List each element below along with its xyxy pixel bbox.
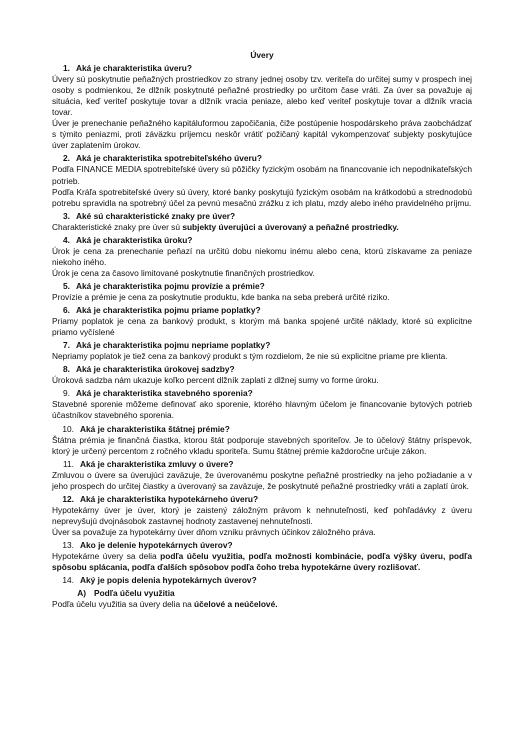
question-text: Aká je charakteristika pojmu provízie a prémie? bbox=[76, 280, 265, 291]
answer-6: Priamy poplatok je cena za bankový produkt, s ktorým má banka spojené určité náklady, ktoré sú explicitne priamo vyčíslené bbox=[52, 316, 472, 338]
question-11 bbox=[52, 459, 472, 470]
subsection-marker: A) bbox=[77, 588, 86, 599]
answer-13 bbox=[52, 551, 472, 573]
question-number: 5. bbox=[63, 280, 70, 291]
question-text: Aká je charakteristika úveru? bbox=[76, 63, 192, 74]
question-text: Aké sú charakteristické znaky pre úver? bbox=[76, 210, 236, 221]
question-number: 12. bbox=[62, 493, 74, 504]
answer-12-paragraph-2: Úver sa považuje za hypotekárny úver dňom vzniku právnych účinkov záložného práva. bbox=[52, 526, 376, 537]
answer-4-paragraph-2: Úrok je cena za časovo limitované poskytnutie finančných prostriedkov. bbox=[52, 267, 315, 278]
question-9 bbox=[52, 388, 472, 399]
answer-11: Zmluvou o úvere sa úverujúci zaväzuje, že úverovanému poskytne peňažné prostriedky na jeho požiadanie a v jeho prospech do určitej čiastky a úverovaný sa zaväzuje, že poskytnuté peňažné prostriedky vráti a zaplatí úrok. bbox=[52, 469, 472, 491]
question-number: 3. bbox=[63, 210, 70, 221]
question-number: 9. bbox=[63, 388, 70, 399]
subsection-title: Podľa účelu využitia bbox=[94, 588, 175, 599]
question-number: 14. bbox=[62, 575, 74, 586]
question-number: 7. bbox=[63, 340, 70, 351]
question-text: Aká je charakteristika štátnej prémie? bbox=[80, 423, 230, 434]
question-13 bbox=[52, 540, 472, 551]
answer-text: Hypotekárne úvery sa delia bbox=[52, 551, 161, 562]
document-title: Úvery bbox=[250, 50, 274, 60]
answer-emphasis: podľa účelu využitia, podľa možnosti kombinácie, podľa výšky úveru, podľa spôsobu splácania, podľa ďalších spôsobov podľa čoho treba hypotekárne úvery rozlišovať. bbox=[52, 551, 472, 573]
question-text: Aká je charakteristika spotrebiteľského úveru? bbox=[76, 153, 262, 164]
question-text: Aká je charakteristika úroku? bbox=[76, 234, 193, 245]
question-10 bbox=[52, 424, 472, 435]
question-text: Aký je popis delenia hypotekárnych úverov? bbox=[80, 575, 257, 586]
answer-12-paragraph-1: Hypotekárny úver je úver, ktorý je zaistený záložným právom k nehnuteľnosti, keď pohľadávky z úveru neprevyšujú dvojnásobok zastavnej hodnoty zastavenej nehnuteľnosti. bbox=[52, 504, 472, 526]
answer-text: Podľa účelu využitia sa úvery delia na bbox=[52, 599, 195, 610]
question-8 bbox=[52, 364, 472, 375]
answer-4-paragraph-1: Úrok je cena za prenechanie peňazí na určitú dobu niekomu inému alebo cena, ktorú získavame za peniaze niekoho iného. bbox=[52, 245, 472, 267]
question-number: 13. bbox=[62, 539, 74, 550]
question-number: 6. bbox=[63, 305, 70, 316]
answer-9: Stavebné sporenie môžeme definovať ako sporenie, ktorého hlavným účelom je financovanie bytových potrieb účastníkov stavebného sporenia. bbox=[52, 399, 472, 421]
question-4 bbox=[52, 235, 472, 246]
answer-3 bbox=[52, 222, 472, 233]
question-6 bbox=[52, 305, 472, 316]
question-7 bbox=[52, 340, 472, 351]
answer-1-paragraph-2: Úver je prenechanie peňažného kapitáluformou započičania, čiže postúpenie hospodárskeho práva zaobchádzať s týmito peniazmi, proti záväzku príjemcu neskôr vrátiť požičaný kapitál vykompenzovať subjekty poskytujúce úver zaplatením úrokov. bbox=[52, 118, 472, 151]
question-number: 1. bbox=[63, 63, 70, 74]
question-text: Aká je charakteristika hypotekárneho úveru? bbox=[80, 493, 259, 504]
subsection-a bbox=[52, 588, 472, 599]
question-text: Aká je charakteristika pojmu nepriame poplatky? bbox=[76, 340, 271, 351]
answer-5: Provízie a prémie je cena za poskytnutie produktu, kde banka na seba preberá určité riziko. bbox=[52, 291, 390, 302]
question-text: Aká je charakteristika úrokovej sadzby? bbox=[76, 364, 235, 375]
question-number: 11. bbox=[63, 458, 74, 469]
answer-emphasis: subjekty úverujúci a úverovaný a peňažné prostriedky. bbox=[182, 221, 399, 232]
answer-1-paragraph-1: Úvery sú poskytnutie peňažných prostriedkov zo strany jednej osoby tzv. veriteľa do určitej sumy v prospech inej osoby s podmienkou, že dlžník poskytnuté peňažné prostriedky po určitom čase vráti. Za úver sa považuje aj situácia, keď veriteľ poskytuje tovar a dlžník vracia peniaze, alebo keď veriteľ poskytuje tovar a dlžník vracia tovar. bbox=[52, 74, 472, 118]
question-number: 4. bbox=[63, 234, 70, 245]
question-1 bbox=[52, 63, 472, 74]
answer-2-paragraph-1: Podľa FINANCE MEDIA spotrebiteľské úvery sú pôžičky fyzickým osobám na financovanie ich nepodnikateľských potrieb. bbox=[52, 164, 472, 186]
question-14 bbox=[52, 575, 472, 586]
question-number: 8. bbox=[63, 364, 70, 375]
subsection-a-text bbox=[52, 599, 472, 610]
question-text: Aká je charakteristika stavebného sporenia? bbox=[76, 388, 253, 399]
document-page bbox=[52, 50, 472, 610]
question-text: Aká je charakteristika zmluvy o úvere? bbox=[80, 458, 234, 469]
answer-emphasis: účelové a neúčelové. bbox=[194, 599, 278, 610]
question-2 bbox=[52, 153, 472, 164]
question-3 bbox=[52, 211, 472, 222]
answer-10: Štátna prémia je finančná čiastka, ktorou štát podporuje stavebných sporiteľov. Je to účelový štátny príspevok, ktorý je určený percentom z ročného vkladu sporiteľa. Sumu štátnej prémie každoročne určuje zákon. bbox=[52, 434, 472, 456]
question-text: Aká je charakteristika pojmu priame poplatky? bbox=[76, 305, 261, 316]
question-number: 10. bbox=[62, 423, 74, 434]
question-number: 2. bbox=[63, 153, 70, 164]
answer-7: Nepriamy poplatok je tiež cena za bankový produkt s tým rozdielom, že nie sú explicitne priame pre klienta. bbox=[52, 351, 448, 362]
answer-8: Úroková sadzba nám ukazuje koľko percent dlžník zaplatí z dlžnej sumy vo forme úroku. bbox=[52, 375, 379, 386]
question-5 bbox=[52, 281, 472, 292]
answer-text: Charakteristické znaky pre úver sú bbox=[52, 221, 183, 232]
question-12 bbox=[52, 494, 472, 505]
answer-2-paragraph-2: Podľa Kráľa spotrebiteľské úvery sú úvery, ktoré banky poskytujú fyzickým osobám na krátkodobú a strednodobú potrebu spravidla na spotrebný účel za pevnú mesačnú zrážku z ich platu, mzdy alebo iného pravidelného príjmu. bbox=[52, 186, 472, 208]
question-text: Ako je delenie hypotekárnych úverov? bbox=[80, 539, 233, 550]
